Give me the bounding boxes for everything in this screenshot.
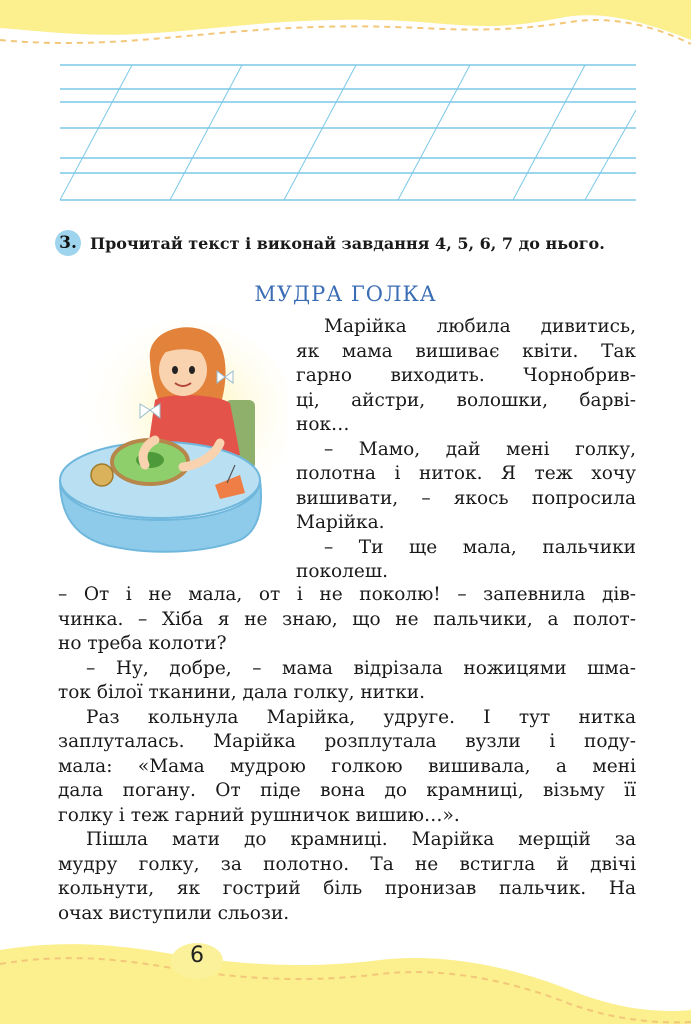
text-line: – Ну, добре, – мама відрізала ножицями шма- <box>86 657 636 679</box>
text-line: гарно виходить. Чорнобрив- <box>296 365 636 386</box>
text-line: дала погану. От піде вона до крамниці, візьму її <box>58 780 636 801</box>
text-line: нок… <box>296 414 350 435</box>
girl-embroidering-illustration <box>55 315 287 563</box>
text-line: полотна і ниток. Я теж хочу <box>296 463 636 484</box>
text-line: Марійка любила дивитись, <box>324 316 636 337</box>
text-beside-image <box>296 315 636 585</box>
text-line: мудру голку, за полотно. Та не встигла й двічі <box>58 853 636 875</box>
text-line: ток білої тканини, дала голку, нитки. <box>58 682 426 703</box>
text-line: голку і теж гарний рушничок вишию…». <box>58 804 460 826</box>
text-full-width <box>58 583 636 926</box>
text-line: заплуталась. Марійка розплутала вузли і поду- <box>58 731 636 752</box>
writing-lines[interactable] <box>60 60 636 210</box>
task-number-badge: 3. <box>55 230 81 256</box>
text-line: – Ти ще мала, пальчики <box>324 536 636 558</box>
text-line: – От і не мала, от і не поколю! – запевнила дів- <box>58 584 636 605</box>
task-instruction: Прочитай текст і виконай завдання 4, 5, 6, 7 до нього. <box>90 234 605 253</box>
bottom-decoration <box>0 930 691 1024</box>
text-line: Пішла мати до крамниці. Марійка мерщій за <box>86 829 636 850</box>
text-line: но треба колоти? <box>58 633 227 654</box>
text-line: як мама вишиває квіти. Так <box>296 340 636 362</box>
text-line: чинка. – Хіба я не знаю, що не пальчики, а полот- <box>58 608 636 630</box>
text-line: вишивати, – якось попросила <box>296 487 636 509</box>
text-line: Раз кольнула Марійка, удруге. І тут нитка <box>86 706 636 728</box>
text-line: мала: «Мама мудрою голкою вишивала, а мені <box>58 755 636 777</box>
text-line: Марійка. <box>296 512 385 533</box>
text-line: поколеш. <box>296 561 388 582</box>
top-decoration <box>0 0 691 60</box>
text-line: кольнути, як гострий біль пронизав пальчик. На <box>58 878 636 899</box>
text-line: – Мамо, дай мені голку, <box>324 438 636 460</box>
text-line: очах виступили сльози. <box>58 902 290 924</box>
story-title: МУДРА ГОЛКА <box>254 282 437 306</box>
page-number: 6 <box>171 943 223 979</box>
text-line: ці, айстри, волошки, барві- <box>296 389 636 411</box>
